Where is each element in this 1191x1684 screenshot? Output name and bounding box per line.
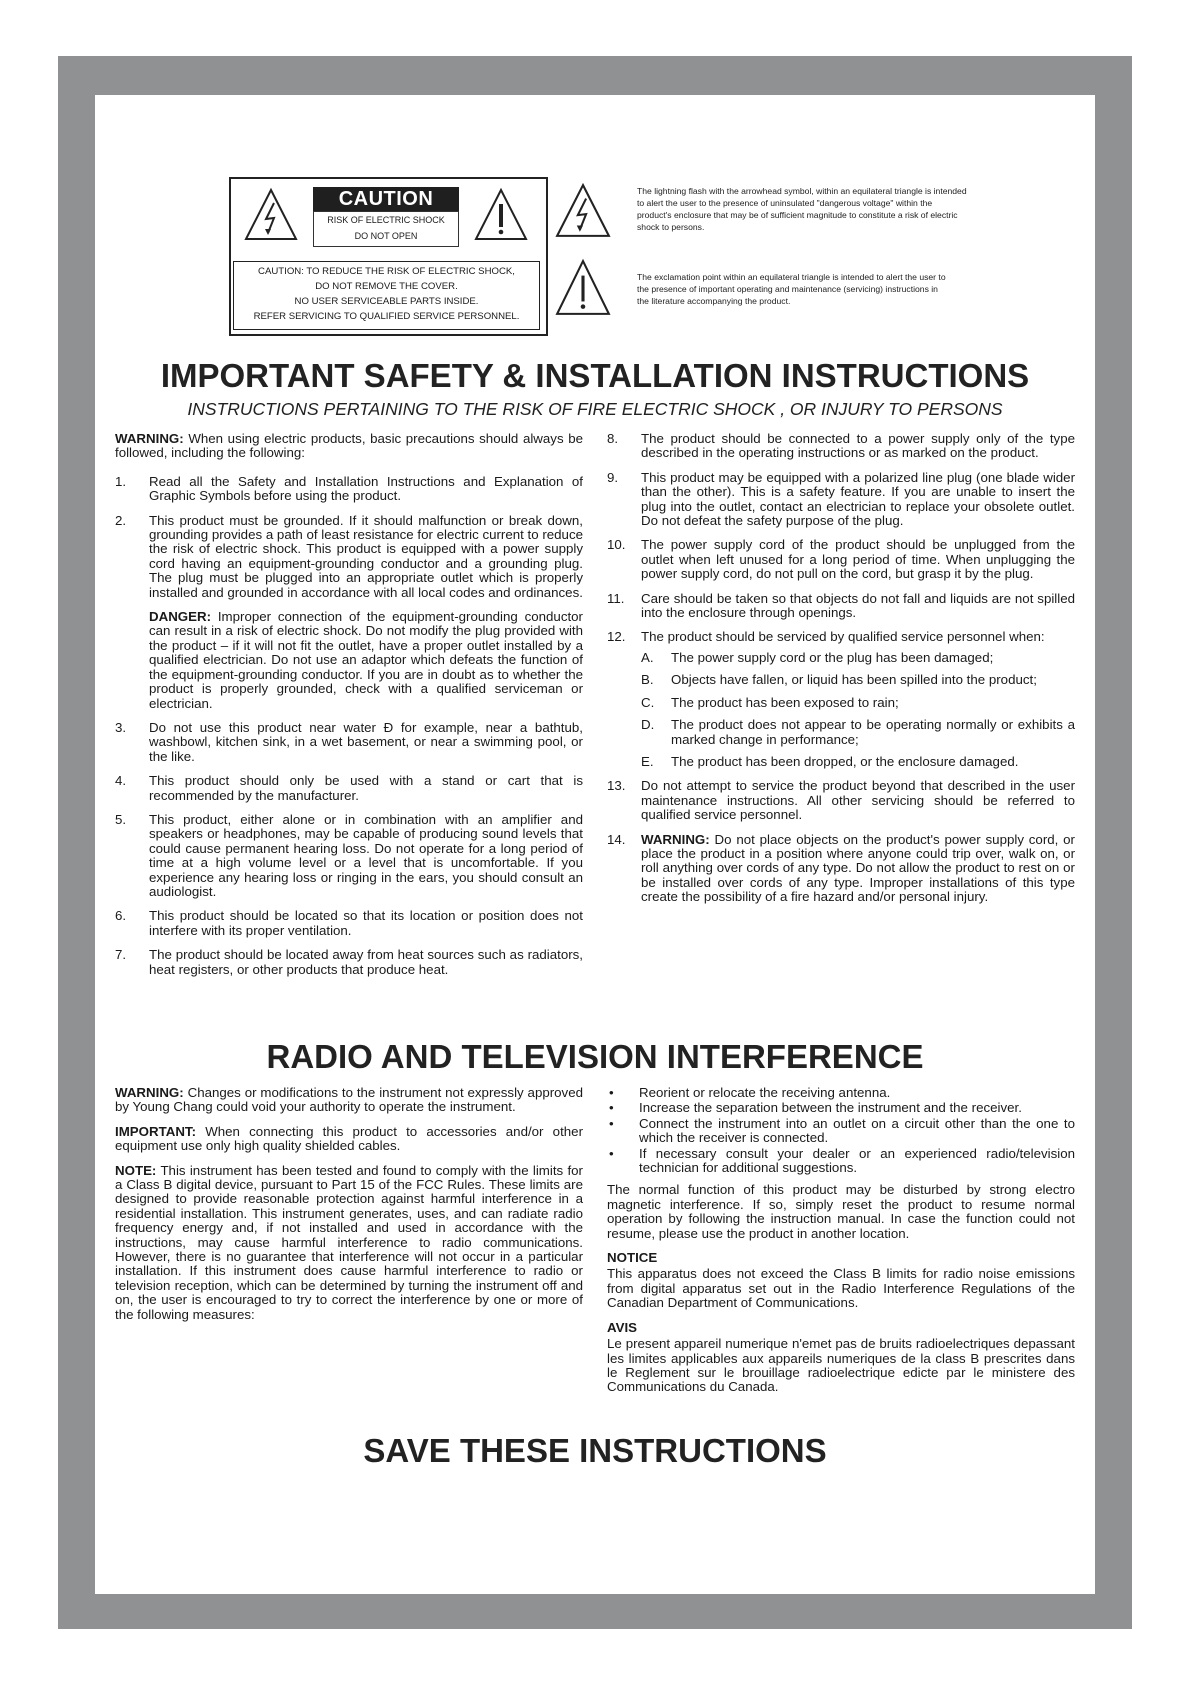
sub-item-text: The product has been dropped, or the enclosure damaged. xyxy=(671,753,1019,769)
item-number: 1. xyxy=(115,473,127,489)
caution-line-1: RISK OF ELECTRIC SHOCK xyxy=(327,215,445,225)
notice-heading: NOTICE xyxy=(607,1250,658,1266)
item-number: 13. xyxy=(607,778,626,794)
safety-warning-label: WARNING: xyxy=(115,431,184,446)
radio-important-label: IMPORTANT: xyxy=(115,1123,197,1139)
sub-item xyxy=(641,696,1075,710)
item14-text: Do not place objects on the product's power supply cord, or place the product in a position where anyone could trip over, walk on, or roll anything over cords of any type. Do not allow the product to rest on or be installed over cords of any type. Improper installations of this type create the possibility of a fire hazard and/or personal injury. xyxy=(641,831,1075,905)
item-number: 6. xyxy=(115,908,127,924)
sub-item-text: The power supply cord or the plug has been damaged; xyxy=(671,649,994,665)
list-item xyxy=(607,471,1075,529)
sub-item-text: The product does not appear to be operating normally or exhibits a marked change in performance; xyxy=(671,717,1075,747)
danger-label: DANGER: xyxy=(149,609,212,625)
bullet: • xyxy=(609,1115,614,1131)
measure-item xyxy=(607,1086,1075,1100)
avis-text: Le present appareil numerique n'emet pas de bruits radioelectriques depassant les limites applicables aux appareils numeriques de la class B prescrites dans le Reglement sur le brouillage radioelectrique edicte par le ministere des Communications du Canada. xyxy=(607,1336,1075,1395)
item-text: This product should only be used with a stand or cart that is recommended by the manufacturer. xyxy=(149,773,583,803)
sub-item-text: The product has been exposed to rain; xyxy=(671,694,899,710)
caution-instructions xyxy=(233,261,540,330)
exclamation-symbol-icon xyxy=(554,258,612,318)
item-text: The power supply cord of the product should be unplugged from the outlet when left unused for a long period of time. When unplugging the power supply cord, do not pull on the cord, but grasp it by the plug. xyxy=(641,537,1075,582)
sub-item-letter: E. xyxy=(641,753,654,769)
item-text: This product, either alone or in combination with an amplifier and speakers or headphones, may be capable of producing sound levels that could cause permanent hearing loss. Do not operate for a long period of time at a high volume level or a level that is uncomfortable. If you experience any hearing loss or ringing in the ears, you should consult an audiologist. xyxy=(149,811,583,899)
item-number: 8. xyxy=(607,431,619,446)
radio-warning-text: Changes or modifications to the instrument not expressly approved by Young Chang could void your authority to operate the instrument. xyxy=(115,1085,583,1115)
safety-title: IMPORTANT SAFETY & INSTALLATION INSTRUCTIONS xyxy=(160,357,1030,394)
measure-text: Increase the separation between the instrument and the receiver. xyxy=(639,1100,1022,1116)
caution-instruction-line: NO USER SERVICEABLE PARTS INSIDE. xyxy=(294,296,479,307)
caution-instruction-line: CAUTION: TO REDUCE THE RISK OF ELECTRIC SHOCK, xyxy=(258,266,515,277)
save-instructions-title: SAVE THESE INSTRUCTIONS xyxy=(363,1432,827,1469)
avis-heading: AVIS xyxy=(607,1319,638,1335)
radio-left-column xyxy=(115,1086,583,1332)
radio-warning xyxy=(115,1086,583,1115)
lightning-symbol-explanation: The lightning flash with the arrowhead symbol, within an equilateral triangle is intended to alert the user to the presence of uninsulated "dangerous voltage" within the product's enclosure that may be of sufficient magnitude to constitute a risk of electric shock to persons. xyxy=(637,186,967,232)
item-number: 11. xyxy=(607,590,625,606)
safety-subtitle: INSTRUCTIONS PERTAINING TO THE RISK OF FIRE ELECTRIC SHOCK , OR INJURY TO PERSONS xyxy=(187,399,1003,419)
measure-text: Connect the instrument into an outlet on a circuit other than the one to which the receiver is connected. xyxy=(639,1115,1075,1146)
measure-item xyxy=(607,1101,1075,1115)
danger-note xyxy=(149,610,583,711)
safety-left-column xyxy=(115,432,583,987)
list-item xyxy=(115,475,583,504)
list-item xyxy=(115,948,583,977)
radio-note xyxy=(115,1164,583,1322)
bullet: • xyxy=(609,1145,614,1161)
item-text: Do not use this product near water Ð for example, near a bathtub, washbowl, kitchen sink, in a wet basement, or near a swimming pool, or the like. xyxy=(149,719,583,764)
list-item xyxy=(607,432,1075,461)
item-text: The product should be serviced by qualified service personnel when: xyxy=(641,629,1045,645)
radio-note-text: This instrument has been tested and found to comply with the limits for a Class B digital device, pursuant to Part 15 of the FCC Rules. These limits are designed to provide reasonable protection against harmful interference in a residential installation. This instrument generates, uses, and can radiate radio frequency energy and, if not installed and used in accordance with the instructions, may cause harmful interference to radio communications. However, there is no guarantee that interference will not occur in a particular installation. If this instrument does cause harmful interference to radio or television reception, which can be determined by turning the instrument off and on, the user is encouraged to try to correct the interference by one or more of the following measures: xyxy=(115,1162,583,1322)
safety-warning-text: When using electric products, basic precautions should always be followed, including the following: xyxy=(115,431,583,461)
normal-function-text: The normal function of this product may be disturbed by strong electro magnetic interference. If so, simply reset the product to resume normal operation by following the instruction manual. In case the function could not resume, please use the product in another location. xyxy=(607,1182,1075,1241)
item-text: Care should be taken so that objects do not fall and liquids are not spilled into the enclosure through openings. xyxy=(641,590,1075,621)
list-item xyxy=(115,909,583,938)
lightning-warning-icon xyxy=(243,187,299,243)
bullet: • xyxy=(609,1100,614,1116)
safety-warning xyxy=(115,432,583,461)
sub-item-letter: B. xyxy=(641,672,654,688)
item-number: 4. xyxy=(115,773,127,789)
item-text-main: This product must be grounded. If it should malfunction or break down, grounding provides a path of least resistance for electric current to reduce the risk of electric shock. This product is equipped with a power supply cord having an equipment-grounding conductor and a grounding plug. The plug must be plugged into an appropriate outlet which is properly installed and grounded in accordance with all local codes and ordinances. xyxy=(149,512,583,600)
safety-right-column xyxy=(607,432,1075,915)
item-text: The product should be connected to a power supply only of the type described in the operating instructions or as marked on the product. xyxy=(641,431,1075,461)
item-text: Read all the Safety and Installation Instructions and Explanation of Graphic Symbols before using the product. xyxy=(149,473,583,504)
sub-item xyxy=(641,673,1075,687)
measure-text: If necessary consult your dealer or an experienced radio/television technician for additional suggestions. xyxy=(639,1145,1075,1176)
item-number: 3. xyxy=(115,719,127,735)
caution-label xyxy=(229,177,548,336)
service-conditions xyxy=(607,651,1075,769)
danger-text: Improper connection of the equipment-grounding conductor can result in a risk of electric shock. Do not modify the plug provided with the product – if it will not fit the outlet, have a proper outlet installed by a qualified electrician. Do not use an adaptor which defeats the function of the equipment-grounding conductor. If you are in doubt as to whether the product is properly grounded, check with a qualified serviceman or electrician. xyxy=(149,609,583,711)
caution-instruction-line: DO NOT REMOVE THE COVER. xyxy=(315,281,458,292)
list-item xyxy=(607,538,1075,581)
item-text: This product may be equipped with a polarized line plug (one blade wider than the other). This is a safety feature. If you are unable to insert the plug into the outlet, contact an electrician to replace your obsolete outlet. Do not defeat the safety purpose of the plug. xyxy=(641,469,1075,529)
radio-important xyxy=(115,1125,583,1154)
measure-item xyxy=(607,1147,1075,1176)
item-number: 9. xyxy=(607,469,619,485)
measure-item xyxy=(607,1117,1075,1146)
list-item xyxy=(115,514,583,711)
radio-important-text: When connecting this product to accessories and/or other equipment use only high quality shielded cables. xyxy=(115,1123,583,1154)
item-number: 5. xyxy=(115,811,127,827)
item-number: 7. xyxy=(115,947,127,963)
item-text: The product should be located away from heat sources such as radiators, heat registers, or other products that produce heat. xyxy=(149,947,583,977)
list-item xyxy=(607,833,1075,905)
caution-title: CAUTION xyxy=(313,187,459,211)
list-item xyxy=(115,813,583,899)
bullet: • xyxy=(609,1085,614,1100)
sub-item-letter: C. xyxy=(641,694,655,710)
item-number: 2. xyxy=(115,512,127,528)
notice-text: This apparatus does not exceed the Class B limits for radio noise emissions from digital apparatus set out in the Radio Interference Regulations of the Canadian Department of Communications. xyxy=(607,1266,1075,1311)
item-number: 10. xyxy=(607,537,626,553)
radio-title: RADIO AND TELEVISION INTERFERENCE xyxy=(266,1038,924,1075)
list-item xyxy=(115,774,583,803)
item-text: This product should be located so that its location or position does not interfere with its proper ventilation. xyxy=(149,908,583,938)
caution-instruction-line: REFER SERVICING TO QUALIFIED SERVICE PERSONNEL. xyxy=(253,311,520,322)
list-item xyxy=(115,721,583,764)
item-number: 14. xyxy=(607,831,626,847)
caution-line-2: DO NOT OPEN xyxy=(354,231,418,241)
item-text xyxy=(149,514,583,711)
sub-item-text: Objects have fallen, or liquid has been spilled into the product; xyxy=(671,672,1037,688)
measure-text: Reorient or relocate the receiving antenna. xyxy=(639,1085,891,1100)
item-text: Do not attempt to service the product beyond that described in the user maintenance instructions. All other servicing should be referred to qualified service personnel. xyxy=(641,778,1075,823)
item14-warning-label: WARNING: xyxy=(641,831,710,847)
exclamation-symbol-explanation: The exclamation point within an equilateral triangle is intended to alert the user to the presence of important operating and maintenance (servicing) instructions in the literature accompanying the product. xyxy=(637,272,946,306)
radio-note-label: NOTE: xyxy=(115,1162,157,1178)
radio-warning-label: WARNING: xyxy=(115,1085,184,1100)
exclamation-warning-icon xyxy=(473,187,529,243)
radio-right-column xyxy=(607,1086,1075,1405)
sub-item-letter: D. xyxy=(641,717,655,733)
lightning-symbol-icon xyxy=(554,182,612,240)
list-item xyxy=(607,630,1075,644)
list-item xyxy=(607,592,1075,621)
sub-item xyxy=(641,651,1075,665)
sub-item-letter: A. xyxy=(641,649,654,665)
sub-item xyxy=(641,755,1075,769)
item-number: 12. xyxy=(607,629,626,645)
list-item xyxy=(607,779,1075,822)
item-text xyxy=(641,833,1075,905)
caution-subtext xyxy=(313,211,459,247)
sub-item xyxy=(641,718,1075,747)
